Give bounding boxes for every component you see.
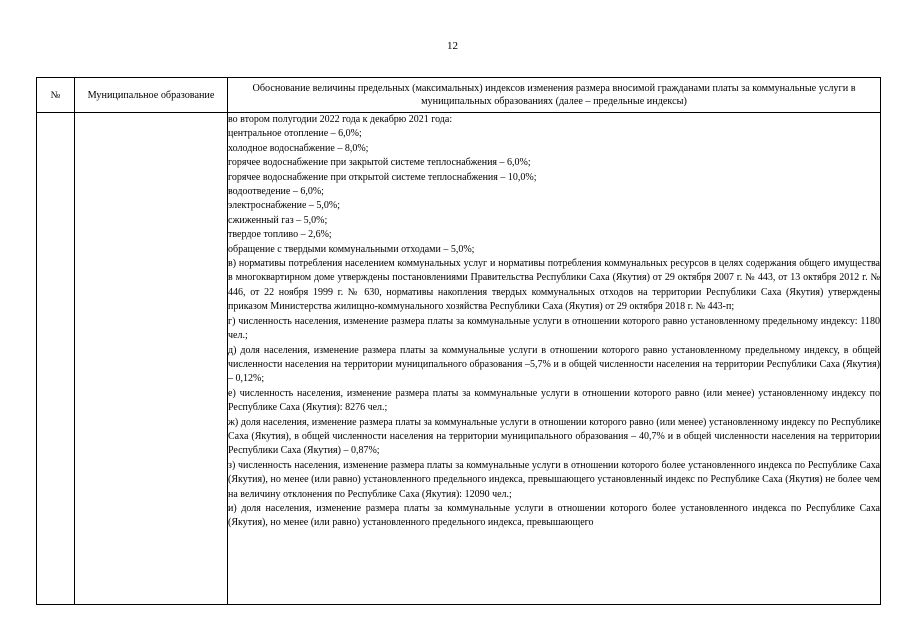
header-number: № [37, 78, 75, 113]
paragraph: обращение с твердыми коммунальными отходами – 5,0%; [228, 243, 475, 255]
page-number: 12 [447, 40, 458, 52]
paragraph: г) численность населения, изменение размера платы за коммунальные услуги в отношении которого равно установленному предельному индексу: 1180 чел.; [228, 315, 880, 342]
paragraph: горячее водоснабжение при открытой системе теплоснабжения – 10,0%; [228, 171, 537, 183]
header-justification: Обоснование величины предельных (максимальных) индексов изменения размера вносимой гражданами платы за коммунальные услуги в муниципальных образованиях (далее – предельные индексы) [228, 78, 881, 113]
table-row [37, 113, 881, 605]
paragraph: электроснабжение – 5,0%; [228, 200, 341, 212]
paragraph: ж) доля населения, изменение размера платы за коммунальные услуги в отношении которого равно (или менее) установленному индексу по Республике Саха (Якутия), в общей численности населения на территории муниципального образования – 40,7% и в общей численности населения на территории Республики Саха (Якутия) – 0,87%; [228, 416, 880, 457]
header-municipality: Муниципальное образование [75, 78, 228, 113]
paragraph: горячее водоснабжение при закрытой системе теплоснабжения – 6,0%; [228, 157, 531, 169]
indices-table [36, 77, 881, 605]
cell-municipality [75, 113, 228, 605]
paragraph: во втором полугодии 2022 года к декабрю 2021 года: [228, 114, 453, 125]
paragraph: в) нормативы потребления населением коммунальных услуг и нормативы потребления коммунальных ресурсов в целях содержания общего имущества в многоквартирном доме утверждены постановлениями Правительства Республики Саха (Якутия) от 29 октября 2007 г. № 443, от 13 октября 2012 г. № 446, от 22 ноября 1999 г. № 630, нормативы накопления твердых коммунальных отходов на территории Республики Саха (Якутия) утверждены приказом Министерства жилищно-коммунального хозяйства Республики Саха (Якутия) от 29 октября 2018 г. № 443-п; [228, 258, 880, 313]
paragraph: д) доля населения, изменение размера платы за коммунальные услуги в отношении которого равно установленному предельному индексу, в общей численности населения на территории муниципального образования –5,7% и в общей численности населения на территории Республики Саха (Якутия) – 0,12%; [228, 344, 880, 385]
paragraph: центральное отопление – 6,0%; [228, 128, 362, 140]
cell-number [37, 113, 75, 605]
paragraph: е) численность населения, изменение размера платы за коммунальные услуги в отношении которого равно (или менее) установленному индексу по Республике Саха (Якутия): 8276 чел.; [228, 387, 880, 414]
paragraph: холодное водоснабжение – 8,0%; [228, 142, 369, 154]
table-header-row [37, 78, 881, 113]
cell-justification [228, 113, 881, 605]
paragraph: сжиженный газ – 5,0%; [228, 214, 328, 226]
paragraph: водоотведение – 6,0%; [228, 186, 324, 198]
paragraph: з) численность населения, изменение размера платы за коммунальные услуги в отношении которого более установленного индекса по Республике Саха (Якутия), но менее (или равно) установленного предельного индекса, превышающего установленный индекс по Республике Саха (Якутия) не более чем на величину отклонения по Республике Саха (Якутия): 12090 чел.; [228, 459, 880, 500]
paragraph: и) доля населения, изменение размера платы за коммунальные услуги в отношении которого более установленного индекса по Республике Саха (Якутия), но менее (или равно) установленного предельного индекса, превышающего [228, 502, 880, 529]
paragraph: твердое топливо – 2,6%; [228, 229, 332, 241]
